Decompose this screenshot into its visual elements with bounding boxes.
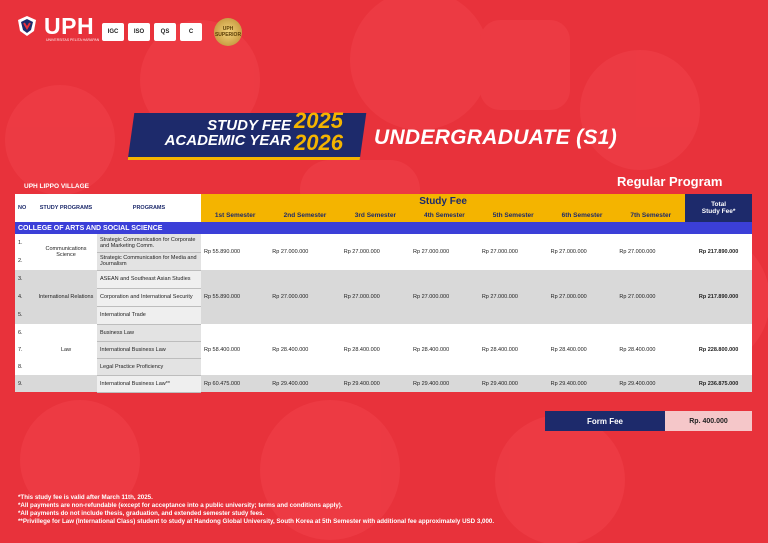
program-name: Corporation and International Security	[97, 288, 201, 306]
fee-cell: Rp 27.000.000	[269, 234, 340, 270]
academic-year	[294, 110, 343, 154]
year-start: 2025	[294, 108, 343, 133]
iso-badge: ISO	[128, 23, 150, 41]
footnote: *All payments are non-refundable (except for acceptance into a public university; terms and conditions apply).	[18, 502, 343, 509]
program-name: Strategic Communication for Media and Journalism	[97, 252, 201, 270]
title-line1: STUDY FEE	[207, 117, 291, 134]
row-no: 3.	[15, 270, 35, 288]
college-header: COLLEGE OF ARTS AND SOCIAL SCIENCE	[15, 222, 752, 234]
form-fee-label: Form Fee	[545, 411, 665, 431]
qs-badge: QS	[154, 23, 176, 41]
fee-cell: Rp 27.000.000	[410, 270, 479, 324]
total-line1: Total	[711, 201, 727, 208]
program-name: Business Law	[97, 324, 201, 341]
fee-table	[15, 194, 752, 393]
level-title: UNDERGRADUATE (S1)	[374, 126, 618, 149]
table-row	[15, 324, 752, 341]
footnote: *This study fee is valid after March 11th, 2025.	[18, 494, 153, 501]
footnotes	[18, 494, 494, 526]
footnote: *All payments do not include thesis, graduation, and extended semester study fees.	[18, 510, 265, 517]
row-no: 8.	[15, 358, 35, 375]
fee-cell: Rp 27.000.000	[410, 234, 479, 270]
title-line2: ACADEMIC YEAR	[164, 132, 291, 149]
fee-cell: Rp 29.400.000	[410, 375, 479, 392]
study-program: International Relations	[35, 270, 97, 324]
fee-cell: Rp 27.000.000	[341, 270, 410, 324]
logo-text: UPH	[44, 13, 95, 39]
fee-cell: Rp 27.000.000	[616, 234, 685, 270]
fee-cell: Rp 27.000.000	[341, 234, 410, 270]
fee-cell: Rp 29.400.000	[616, 375, 685, 392]
col-semester: 7th Semester	[616, 208, 685, 222]
col-semester: 4th Semester	[410, 208, 479, 222]
fee-cell: Rp 29.400.000	[548, 375, 617, 392]
col-semester: 5th Semester	[479, 208, 548, 222]
uph-logo	[16, 13, 100, 42]
fee-cell: Rp 27.000.000	[616, 270, 685, 324]
total-cell: Rp 228.800.000	[685, 324, 752, 375]
col-study-programs: STUDY PROGRAMS	[35, 194, 97, 222]
fee-cell: Rp 27.000.000	[548, 270, 617, 324]
program-name: International Business Law**	[97, 375, 201, 392]
study-program	[35, 375, 97, 392]
fee-cell: Rp 28.400.000	[410, 324, 479, 375]
row-no: 4.	[15, 288, 35, 306]
form-fee-box	[545, 411, 752, 431]
program-name: International Trade	[97, 306, 201, 324]
col-semester: 6th Semester	[548, 208, 617, 222]
total-line2: Study Fee*	[701, 208, 736, 215]
accreditation-badges	[102, 18, 242, 46]
col-semester: 3rd Semester	[341, 208, 410, 222]
col-no: NO	[15, 194, 35, 222]
fee-cell: Rp 27.000.000	[479, 270, 548, 324]
program-name: ASEAN and Southeast Asian Studies	[97, 270, 201, 288]
fee-cell: Rp 28.400.000	[479, 324, 548, 375]
program-type-label: Regular Program	[617, 174, 723, 189]
row-no: 5.	[15, 306, 35, 324]
fee-cell: Rp 28.400.000	[548, 324, 617, 375]
row-no: 9.	[15, 375, 35, 392]
col-total	[685, 194, 752, 222]
study-program: Communications Science	[35, 234, 97, 270]
fee-cell: Rp 28.400.000	[341, 324, 410, 375]
table-row	[15, 234, 752, 252]
fee-cell: Rp 27.000.000	[548, 234, 617, 270]
fee-cell: Rp 27.000.000	[479, 234, 548, 270]
fee-cell: Rp 28.400.000	[269, 324, 340, 375]
fee-cell: Rp 55.890.000	[201, 234, 269, 270]
row-no: 1.	[15, 234, 35, 252]
year-end: 2026	[294, 130, 343, 155]
total-cell: Rp 217.890.000	[685, 234, 752, 270]
col-semester: 1st Semester	[201, 208, 269, 222]
study-fee-header: Study Fee	[201, 194, 685, 208]
footnote: **Privillege for Law (International Class) student to study at Handong Global University, South Korea at 5th Semester with additional fee approximately USD 3,000.	[18, 518, 495, 525]
table-row	[15, 375, 752, 392]
row-no: 7.	[15, 341, 35, 358]
fee-cell: Rp 60.475.000	[201, 375, 269, 392]
fee-cell: Rp 29.400.000	[341, 375, 410, 392]
fee-cell: Rp 29.400.000	[269, 375, 340, 392]
fee-cell: Rp 29.400.000	[479, 375, 548, 392]
uph-shield-icon	[16, 15, 38, 37]
fee-cell: Rp 58.400.000	[201, 324, 269, 375]
program-name: Strategic Communication for Corporate and Marketing Comm.	[97, 234, 201, 252]
fee-cell: Rp 27.000.000	[269, 270, 340, 324]
title-text	[136, 118, 291, 148]
campus-label: UPH LIPPO VILLAGE	[24, 183, 90, 190]
fee-cell: Rp 55.890.000	[201, 270, 269, 324]
program-name: Legal Practice Proficiency	[97, 358, 201, 375]
col-programs: PROGRAMS	[97, 194, 201, 222]
col-semester: 2nd Semester	[269, 208, 340, 222]
igc-badge: IGC	[102, 23, 124, 41]
c-badge: C	[180, 23, 202, 41]
total-cell: Rp 236.875.000	[685, 375, 752, 392]
row-no: 6.	[15, 324, 35, 341]
total-cell: Rp 217.890.000	[685, 270, 752, 324]
fee-cell: Rp 28.400.000	[616, 324, 685, 375]
table-row	[15, 270, 752, 288]
form-fee-value: Rp. 400.000	[665, 411, 752, 431]
study-program: Law	[35, 324, 97, 375]
superior-seal: UPH SUPERIOR	[214, 18, 242, 46]
program-name: International Business Law	[97, 341, 201, 358]
logo-subtext: UNIVERSITAS PELITA HARAPAN	[46, 38, 100, 42]
row-no: 2.	[15, 252, 35, 270]
